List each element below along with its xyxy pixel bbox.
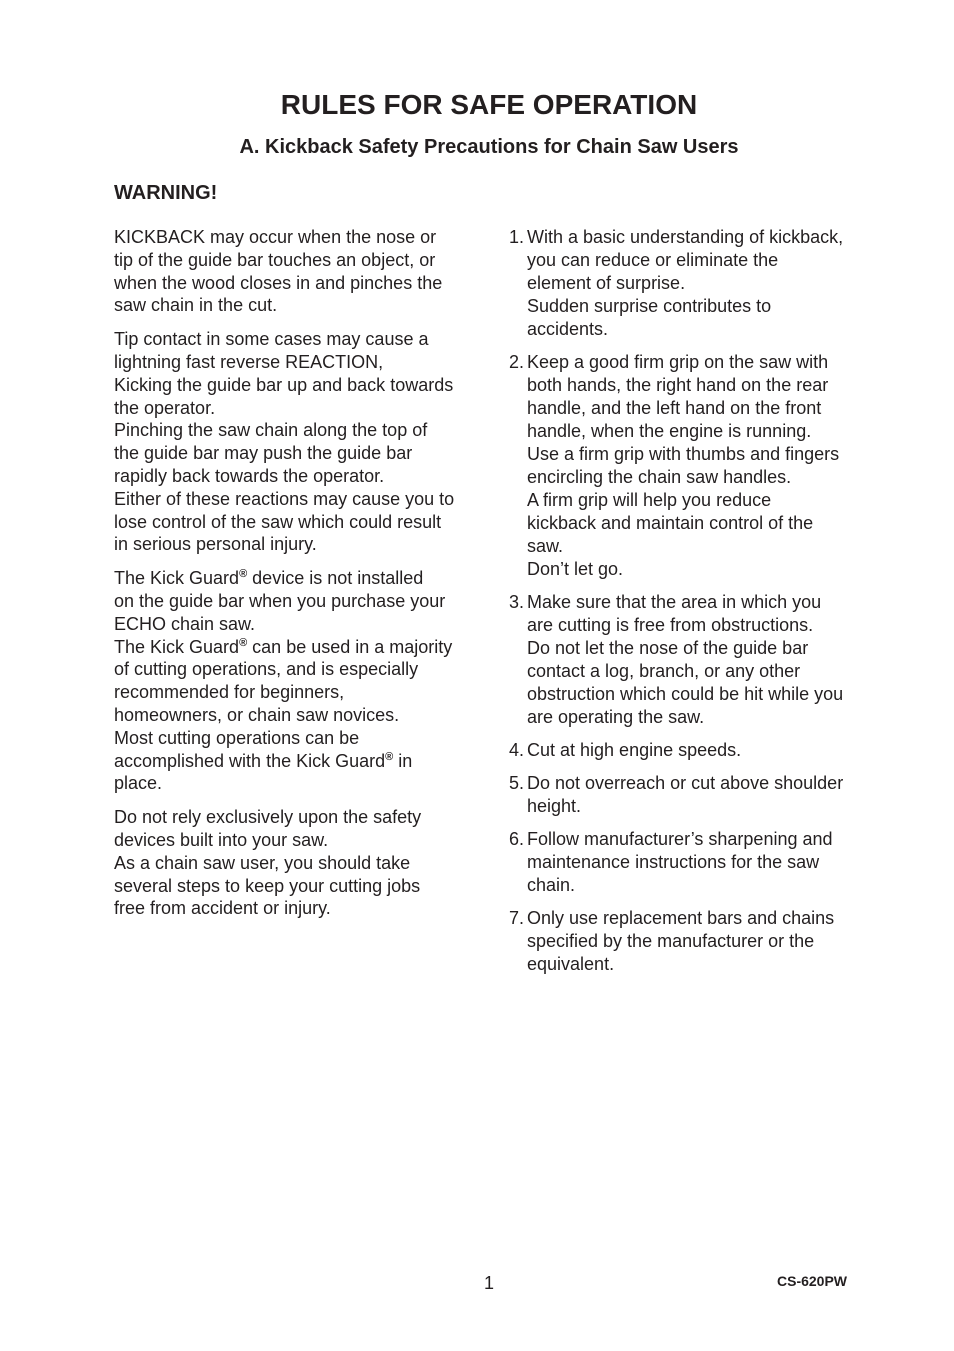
left-column bbox=[114, 226, 484, 931]
text-line: Make sure that the area in which you bbox=[527, 592, 822, 612]
text-line: rapidly back towards the operator. bbox=[114, 465, 385, 486]
registered-mark: ® bbox=[239, 568, 248, 581]
list-number: 5. bbox=[509, 773, 525, 793]
text-line: are operating the saw. bbox=[527, 707, 705, 727]
text-line: Keep a good firm grip on the saw with bbox=[527, 352, 829, 372]
text-line: Do not rely exclusively upon the safety bbox=[114, 807, 422, 828]
text-line: devices built into your saw. bbox=[114, 829, 329, 850]
text-line: height. bbox=[527, 796, 582, 816]
text-line: several steps to keep your cutting jobs bbox=[114, 875, 421, 896]
text-segment: accomplished with the Kick Guard bbox=[114, 750, 386, 771]
text-line: Sudden surprise contributes to bbox=[527, 296, 772, 316]
text-line: Do not overreach or cut above shoulder bbox=[527, 773, 844, 793]
list-item-body bbox=[527, 828, 875, 897]
list-item bbox=[509, 907, 875, 976]
text-line: Most cutting operations can be bbox=[114, 727, 360, 748]
list-item bbox=[509, 772, 875, 818]
text-line: Do not let the nose of the guide bar bbox=[527, 638, 809, 658]
tip-contact-paragraph bbox=[114, 328, 484, 556]
list-item-body bbox=[527, 591, 875, 729]
text-line: the operator. bbox=[114, 397, 216, 418]
text-line: accidents. bbox=[527, 319, 609, 339]
text-line: both hands, the right hand on the rear bbox=[527, 375, 829, 395]
list-number: 4. bbox=[509, 740, 525, 760]
text-line: of cutting operations, and is especially bbox=[114, 659, 419, 680]
kick-guard-paragraph bbox=[114, 567, 484, 795]
list-item-body bbox=[527, 739, 875, 762]
text-segment: can be used in a majority bbox=[247, 636, 453, 657]
text-line: As a chain saw user, you should take bbox=[114, 852, 411, 873]
text-line: lightning fast reverse REACTION, bbox=[114, 351, 384, 372]
text-line: handle, when the engine is running. bbox=[527, 421, 812, 441]
list-number: 6. bbox=[509, 829, 525, 849]
text-line: Only use replacement bars and chains bbox=[527, 908, 835, 928]
text-line: you can reduce or eliminate the bbox=[527, 250, 779, 270]
warning-heading: WARNING! bbox=[114, 182, 218, 204]
text-line: tip of the guide bar touches an object, or bbox=[114, 249, 436, 270]
text-line: Tip contact in some cases may cause a bbox=[114, 329, 429, 350]
section-subtitle: A. Kickback Safety Precautions for Chain Saw Users bbox=[239, 136, 739, 158]
text-line: are cutting is free from obstructions. bbox=[527, 615, 814, 635]
registered-mark: ® bbox=[385, 750, 394, 763]
kickback-paragraph bbox=[114, 226, 484, 317]
text-line: Follow manufacturer’s sharpening and bbox=[527, 829, 833, 849]
list-item bbox=[509, 828, 875, 897]
text-line: Either of these reactions may cause you to bbox=[114, 488, 455, 509]
text-line: contact a log, branch, or any other bbox=[527, 661, 801, 681]
list-item bbox=[509, 591, 875, 729]
text-line: Kicking the guide bar up and back towards bbox=[114, 374, 454, 395]
text-line bbox=[114, 567, 484, 590]
list-number: 7. bbox=[509, 908, 525, 928]
text-line: lose control of the saw which could result bbox=[114, 511, 442, 532]
text-line: A firm grip will help you reduce bbox=[527, 490, 772, 510]
text-line: Use a firm grip with thumbs and fingers bbox=[527, 444, 840, 464]
text-line: in serious personal injury. bbox=[114, 534, 317, 555]
model-number: CS-620PW bbox=[777, 1273, 848, 1289]
safety-devices-paragraph bbox=[114, 806, 484, 920]
list-item-body bbox=[527, 772, 875, 818]
text-line: maintenance instructions for the saw bbox=[527, 852, 820, 872]
text-line bbox=[114, 636, 484, 659]
registered-mark: ® bbox=[239, 636, 248, 649]
list-item-body bbox=[527, 907, 875, 976]
list-number: 1. bbox=[509, 227, 525, 247]
text-segment: The Kick Guard bbox=[114, 636, 240, 657]
list-item bbox=[509, 351, 875, 581]
list-item bbox=[509, 739, 875, 762]
list-number: 2. bbox=[509, 352, 525, 372]
text-line: chain. bbox=[527, 875, 576, 895]
text-line: KICKBACK may occur when the nose or bbox=[114, 227, 437, 247]
text-line: on the guide bar when you purchase your bbox=[114, 590, 446, 611]
list-number: 3. bbox=[509, 592, 525, 612]
text-line: recommended for beginners, bbox=[114, 682, 345, 703]
text-segment: in bbox=[393, 750, 413, 771]
text-line: Don’t let go. bbox=[527, 559, 624, 579]
text-line: ECHO chain saw. bbox=[114, 613, 256, 634]
text-line: free from accident or injury. bbox=[114, 898, 331, 919]
text-segment: device is not installed bbox=[247, 568, 424, 589]
text-line: the guide bar may push the guide bar bbox=[114, 443, 413, 464]
text-line: encircling the chain saw handles. bbox=[527, 467, 792, 487]
text-segment: The Kick Guard bbox=[114, 568, 240, 589]
text-line: equivalent. bbox=[527, 954, 615, 974]
text-line: With a basic understanding of kickback, bbox=[527, 227, 844, 247]
text-line: Pinching the saw chain along the top of bbox=[114, 420, 428, 441]
right-column bbox=[509, 226, 875, 986]
text-line: handle, and the left hand on the front bbox=[527, 398, 822, 418]
page-number: 1 bbox=[483, 1273, 494, 1293]
page-title: RULES FOR SAFE OPERATION bbox=[280, 89, 698, 120]
text-line: place. bbox=[114, 773, 163, 794]
text-line: saw. bbox=[527, 536, 564, 556]
text-line: kickback and maintain control of the bbox=[527, 513, 814, 533]
list-item-body bbox=[527, 226, 875, 341]
text-line: when the wood closes in and pinches the bbox=[114, 272, 443, 293]
text-line: obstruction which could be hit while you bbox=[527, 684, 844, 704]
text-line: specified by the manufacturer or the bbox=[527, 931, 815, 951]
text-line: element of surprise. bbox=[527, 273, 686, 293]
list-item bbox=[509, 226, 875, 341]
text-line: Cut at high engine speeds. bbox=[527, 740, 742, 760]
text-line bbox=[114, 750, 484, 773]
text-line: homeowners, or chain saw novices. bbox=[114, 704, 400, 725]
text-line: saw chain in the cut. bbox=[114, 295, 278, 316]
list-item-body bbox=[527, 351, 875, 581]
